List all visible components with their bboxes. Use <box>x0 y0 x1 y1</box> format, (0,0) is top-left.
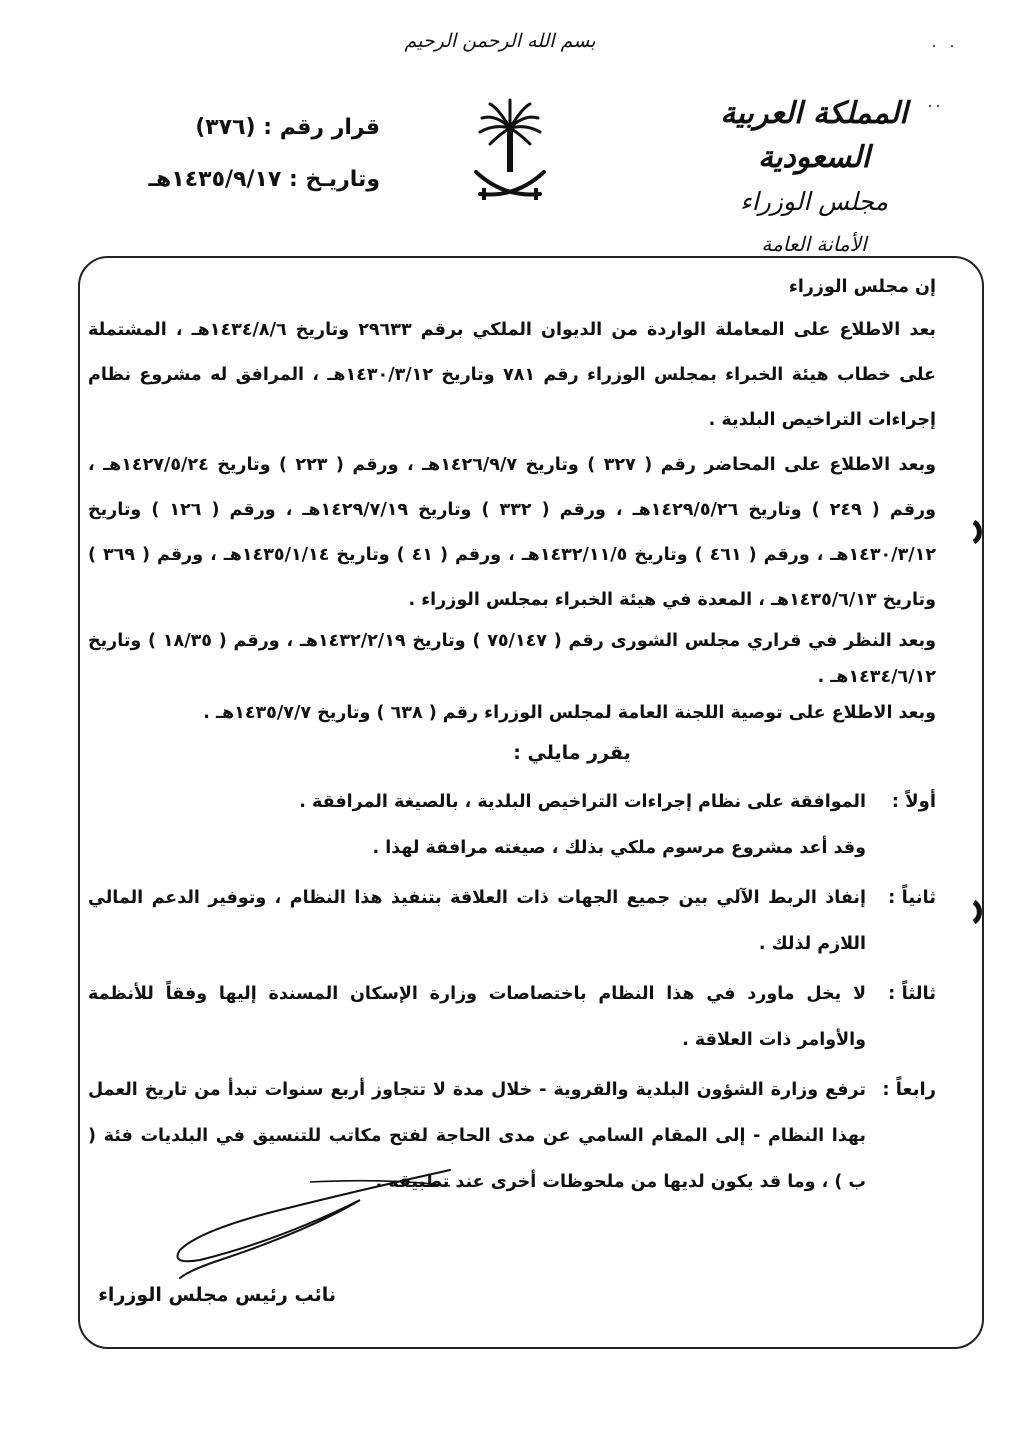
punch-hole-icon <box>968 518 996 546</box>
kingdom-name: المملكة العربية السعودية <box>720 96 908 175</box>
paragraph-transaction: بعد الاطلاع على المعاملة الواردة من الديوان الملكي برقم ٢٩٦٣٣ وتاريخ ١٤٣٤/٨/٦هـ ، المشتملة على خطاب هيئة الخبراء بمجلس الوزراء رقم ٧٨١ وتاريخ ١٤٣٠/٣/١٢هـ ، المرافق له مشروع نظام إجراءات التراخيص البلدية . <box>88 320 936 430</box>
clause-text-wrap <box>88 779 866 871</box>
clause-text: ترفع وزارة الشؤون البلدية والقروية - خلال مدة لا تتجاوز أربع سنوات تبدأ من تاريخ العمل بهذا النظام - إلى المقام السامي عن مدى الحاجة لفتح مكاتب للتنسيق في البلديات فئة ( ب ) ، وما قد يكون لديها من ملحوظات أخرى عند تطبيقه . <box>88 1080 866 1192</box>
letterhead <box>664 92 964 264</box>
decision-number: قرار رقم : (٣٧٦) <box>195 115 380 140</box>
clause-subtext: وقد أعد مشروع مرسوم ملكي بذلك ، صيغته مرافقة لهذا . <box>372 838 866 858</box>
basmala: بسم الله الرحمن الرحيم <box>404 30 596 52</box>
handwritten-signature-icon <box>160 1160 460 1280</box>
clause-third <box>88 971 936 1063</box>
opening-line: إن مجلس الوزراء <box>788 277 936 297</box>
clause-text: لا يخل ماورد في هذا النظام باختصاصات وزارة الإسكان المسندة إليها وفقاً للأنظمة والأوامر ذات العلاقة . <box>88 984 866 1050</box>
council-name: مجلس الوزراء <box>740 187 888 216</box>
signer-title: نائب رئيس مجلس الوزراء <box>98 1284 336 1306</box>
clause-text: الموافقة على نظام إجراءات التراخيص البلدية ، بالصيغة المرافقة . <box>299 792 866 812</box>
clause-text: إنفاذ الربط الآلي بين جميع الجهات ذات العلاقة بتنفيذ هذا النظام ، وتوفير الدعم المالي اللازم لذلك . <box>88 888 866 954</box>
clause-label: ثانياً : <box>888 887 936 908</box>
decision-reference <box>90 108 380 212</box>
paragraph-shura: وبعد النظر في قراري مجلس الشورى رقم ( ٧٥/١٤٧ ) وتاريخ ١٤٣٢/٢/١٩هـ ، ورقم ( ١٨/٣٥ ) وتاريخ ١٤٣٤/٦/١٢هـ . <box>88 631 936 687</box>
decision-date: وتاريـخ : ١٤٣٥/٩/١٧هـ <box>148 167 380 192</box>
clause-second <box>88 875 936 967</box>
paragraph-minutes: وبعد الاطلاع على المحاضر رقم ( ٣٢٧ ) وتاريخ ١٤٢٦/٩/٧هـ ، ورقم ( ٢٢٣ ) وتاريخ ١٤٢٧/٥/٢٤هـ ، ورقم ( ٢٤٩ ) وتاريخ ١٤٢٩/٥/٢٦هـ ، ورقم ( ٣٣٢ ) وتاريخ ١٤٢٩/٧/١٩هـ ، ورقم ( ١٢٦ ) وتاريخ ١٤٣٠/٣/١٢هـ ، ورقم ( ٤٦١ ) وتاريخ ١٤٣٢/١١/٥هـ ، ورقم ( ٤١ ) وتاريخ ١٤٣٥/١/١٤هـ ، ورقم ( ٣٦٩ ) وتاريخ ١٤٣٥/٦/١٣هـ ، المعدة في هيئة الخبراء بمجلس الوزراء . <box>88 455 937 610</box>
palm-swords-emblem-icon <box>470 98 550 208</box>
secretariat-name: الأمانة العامة <box>761 232 867 256</box>
clause-label: رابعاً : <box>882 1079 936 1100</box>
punch-hole-icon <box>968 898 996 926</box>
paragraph-committee: وبعد الاطلاع على توصية اللجنة العامة لمجلس الوزراء رقم ( ٦٣٨ ) وتاريخ ١٤٣٥/٧/٧هـ . <box>203 703 936 723</box>
resolves-heading: يقرر مايلي : <box>513 742 631 764</box>
clause-first <box>88 779 936 871</box>
clause-label: ثالثاً : <box>888 983 936 1004</box>
clause-label: أولاً : <box>891 791 936 812</box>
decision-body <box>88 266 936 1205</box>
